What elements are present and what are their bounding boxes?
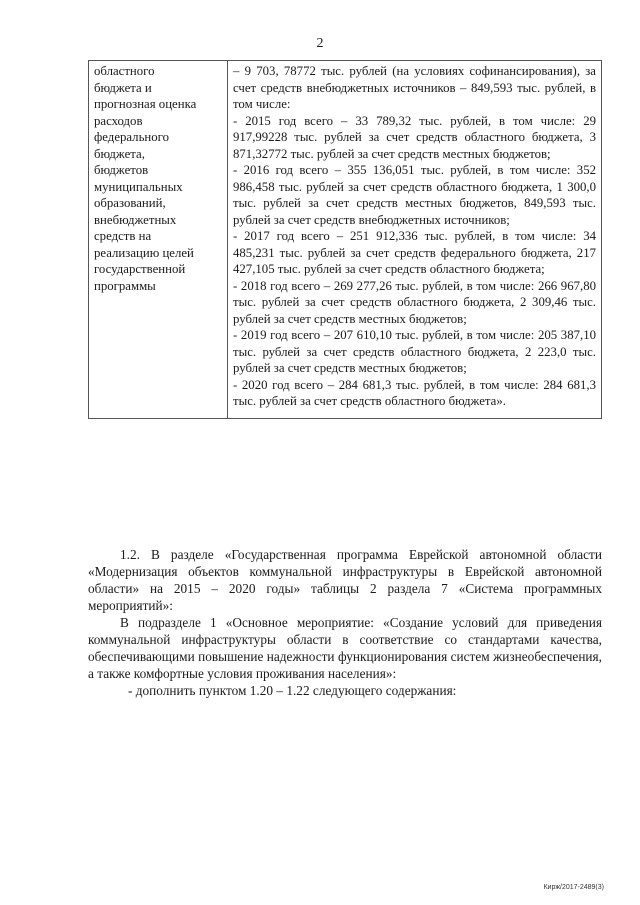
table-row <box>89 61 602 419</box>
label-line: расходов <box>94 113 143 128</box>
label-line: бюджета, <box>94 146 145 161</box>
label-text <box>94 63 222 294</box>
document-code: Кирж/2017-2489(3) <box>543 884 604 891</box>
body-paragraph-1: 1.2. В разделе «Государственная программа Еврейской автономной области «Модернизация объектов коммунальной инфраструктуры в Еврейской автономной области» на 2015 – 2020 годы» таблицы 2 раздела 7 «Система программных мероприятий»: <box>88 547 602 613</box>
label-line: образований, <box>94 196 166 210</box>
label-line: внебюджетных <box>94 212 177 227</box>
label-line: федерального <box>94 130 169 144</box>
page-number: 2 <box>316 36 324 51</box>
label-line: реализацию целей <box>94 245 194 260</box>
funding-year-2017: - 2017 год всего – 251 912,336 тыс. рублей, в том числе: 34 485,231 тыс. рублей за счет средств федерального бюджета, 217 427,105 тыс. рублей за счет средств областного бюджета; <box>233 229 596 276</box>
table-content-cell <box>228 61 602 419</box>
financing-table <box>88 60 602 419</box>
funding-year-2016: - 2016 год всего – 355 136,051 тыс. рублей, в том числе: 352 986,458 тыс. рублей за счет средств областного бюджета, 1 300,0 тыс. рублей за счет средств местных бюджетов, 849,593 тыс. рублей за счет средств внебюджетных источников; <box>233 163 596 227</box>
table-label-cell <box>89 61 228 419</box>
label-line: программы <box>94 278 156 293</box>
body-section <box>88 546 602 699</box>
funding-year-2019: - 2019 год всего – 207 610,10 тыс. рублей, в том числе: 205 387,10 тыс. рублей за счет средств областного бюджета, 2 223,0 тыс. рублей за счет средств местных бюджетов; <box>233 328 596 375</box>
body-paragraph-2: В подразделе 1 «Основное мероприятие: «Создание условий для приведения коммунальной инфраструктуры области в соответствие со стандартами качества, обеспечивающими повышение надежности функционирования систем жизнеобеспечения, а также комфортные условия проживания населения»: <box>88 615 602 681</box>
label-line: бюджета и <box>94 80 152 95</box>
funding-year-2020: - 2020 год всего – 284 681,3 тыс. рублей, в том числе: 284 681,3 тыс. рублей за счет средств областного бюджета». <box>233 377 596 408</box>
funding-intro-paragraph: – 9 703, 78772 тыс. рублей (на условиях софинансирования), за счет средств внебюджетных источников – 849,593 тыс. рублей, в том числе: <box>233 64 596 111</box>
label-line: государственной <box>94 262 186 276</box>
label-line: муниципальных <box>94 179 183 194</box>
body-paragraph-3: - дополнить пунктом 1.20 – 1.22 следующего содержания: <box>128 683 457 698</box>
funding-year-2015: - 2015 год всего – 33 789,32 тыс. рублей, в том числе: 29 917,99228 тыс. рублей за счет средств областного бюджета, 3 871,32772 тыс. рублей за счет средств местных бюджетов; <box>233 113 596 161</box>
funding-year-2018: - 2018 год всего – 269 277,26 тыс. рублей, в том числе: 266 967,80 тыс. рублей за счет средств областного бюджета, 2 309,46 тыс. рублей за счет средств местных бюджетов; <box>233 278 596 326</box>
label-line: бюджетов <box>94 163 149 177</box>
label-line: средств на <box>94 229 152 243</box>
label-line: прогнозная оценка <box>94 97 197 111</box>
label-line: областного <box>94 64 155 78</box>
